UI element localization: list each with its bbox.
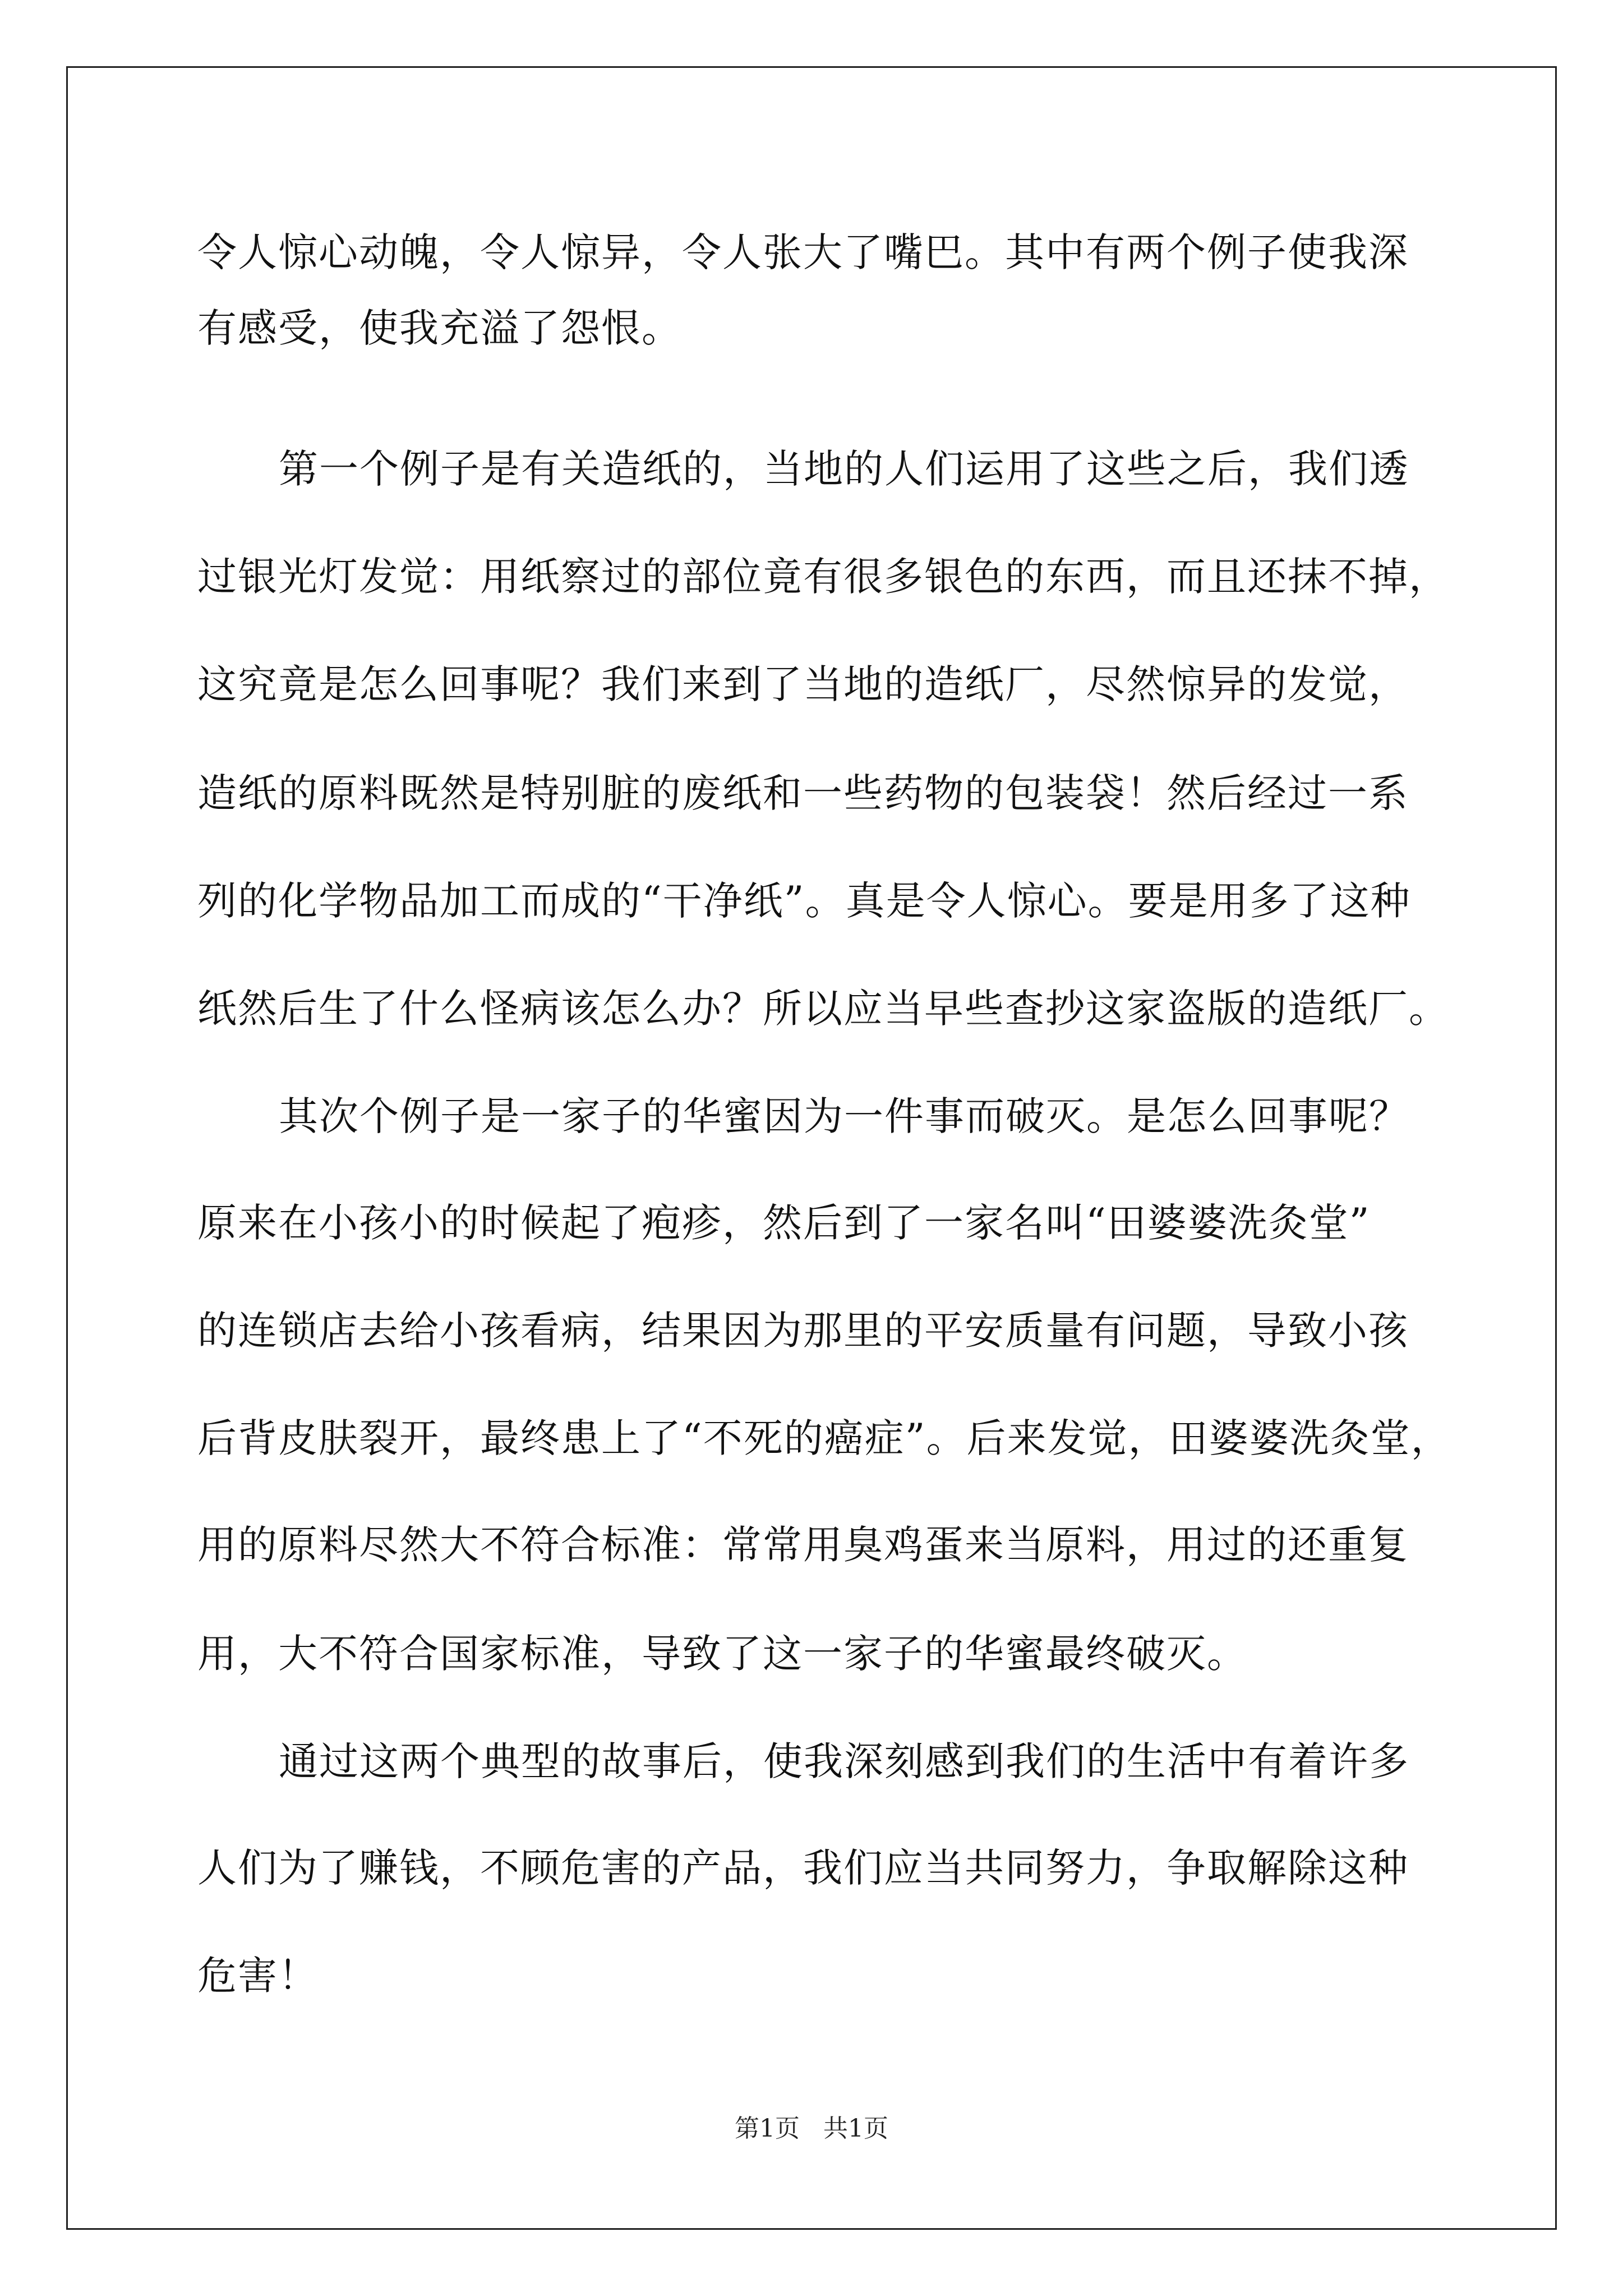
text-line-8: 纸然后生了什么怪病该怎么办？所以应当早些查抄这家盗版的造纸厂。 xyxy=(197,986,1449,1032)
text-line-10: 原来在小孩小的时候起了疱疹，然后到了一家名叫“田婆婆洗灸堂” xyxy=(197,1200,1371,1246)
text-line-11: 的连锁店去给小孩看病，结果因为那里的平安质量有问题，导致小孩 xyxy=(197,1308,1409,1354)
text-line-17: 危害！ xyxy=(197,1953,319,1999)
page-border xyxy=(66,66,1557,2230)
text-line-13: 用的原料尽然大不符合标准：常常用臭鸡蛋来当原料，用过的还重复 xyxy=(197,1522,1409,1568)
text-line-6: 造纸的原料既然是特别脏的废纸和一些药物的包装袋！然后经过一系 xyxy=(197,770,1409,816)
text-line-2: 有感受，使我充溢了怨恨。 xyxy=(197,305,682,351)
page-footer xyxy=(0,2112,1623,2146)
text-line-3: 第一个例子是有关造纸的，当地的人们运用了这些之后，我们透 xyxy=(279,446,1409,492)
text-line-1: 令人惊心动魄，令人惊异，令人张大了嘴巴。其中有两个例子使我深 xyxy=(197,229,1409,275)
text-line-5: 这究竟是怎么回事呢？我们来到了当地的造纸厂，尽然惊异的发觉， xyxy=(197,661,1409,707)
page-number: 第1页 xyxy=(735,2114,800,2143)
text-line-9: 其次个例子是一家子的华蜜因为一件事而破灭。是怎么回事呢？ xyxy=(279,1093,1409,1139)
text-line-14: 用，大不符合国家标准，导致了这一家子的华蜜最终破灭。 xyxy=(197,1631,1247,1677)
text-line-12: 后背皮肤裂开，最终患上了“不死的癌症”。后来发觉，田婆婆洗灸堂， xyxy=(197,1415,1451,1461)
page-total: 共1页 xyxy=(823,2114,888,2143)
text-line-4: 过银光灯发觉：用纸察过的部位竟有很多银色的东西，而且还抹不掉， xyxy=(197,554,1449,600)
text-line-16: 人们为了赚钱，不顾危害的产品，我们应当共同努力，争取解除这种 xyxy=(197,1845,1409,1891)
text-line-7: 列的化学物品加工而成的“干净纸”。真是令人惊心。要是用多了这种 xyxy=(197,878,1411,924)
text-line-15: 通过这两个典型的故事后，使我深刻感到我们的生活中有着许多 xyxy=(279,1738,1409,1784)
